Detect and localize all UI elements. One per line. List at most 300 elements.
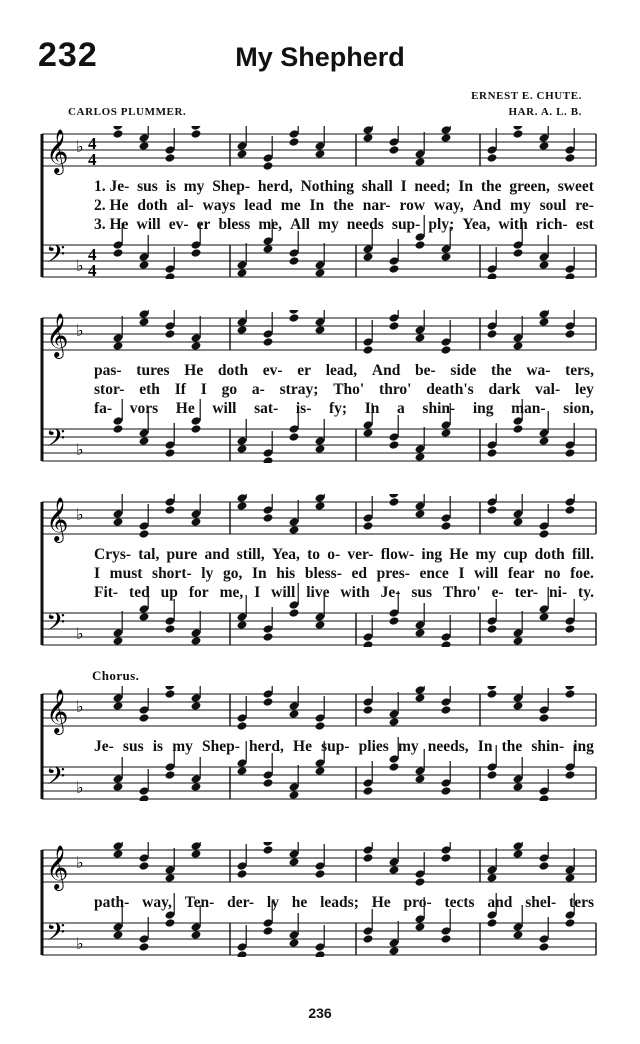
note-head: [113, 517, 124, 527]
lyric-syllable: will: [271, 584, 296, 601]
note-head: [415, 922, 426, 932]
note-head: [263, 337, 274, 347]
note-head: [415, 774, 426, 784]
flat-key-signature-icon: ♭: [76, 505, 84, 524]
note-head: [487, 770, 498, 780]
note-head: [139, 317, 150, 327]
lyric-syllable: ted: [129, 584, 150, 601]
lyric-syllable: He: [175, 400, 195, 417]
bass-clef-icon: 𝄢: [46, 918, 66, 953]
note-head: [513, 248, 524, 258]
lyric-syllable: my: [510, 197, 531, 214]
lyric-syllable: my: [397, 738, 419, 755]
note-head: [539, 713, 550, 723]
lyric-syllable: my: [475, 546, 497, 563]
lyric-syllable: shin-: [531, 738, 565, 755]
hymn-number: 232: [38, 36, 98, 74]
lyric-syllable: ters,: [565, 362, 594, 379]
lyric-syllable: flow-: [380, 546, 415, 563]
lyric-syllable: and: [487, 894, 513, 911]
lyric-syllable: lead,: [325, 362, 358, 379]
note-head: [237, 325, 248, 335]
note-head: [315, 869, 326, 879]
lyric-syllable: sweet: [557, 178, 594, 195]
lyric-syllable: eth: [139, 381, 160, 398]
lyric-syllable: Ten-: [184, 894, 215, 911]
bass-clef-icon: 𝄢: [46, 240, 66, 275]
note-head: [165, 153, 176, 163]
note-head: [441, 252, 452, 262]
system-2: [40, 310, 600, 463]
note-head: [165, 918, 176, 928]
note-head: [191, 248, 202, 258]
treble-clef-icon: 𝄞: [46, 845, 69, 889]
lyric-syllable: I: [200, 381, 207, 398]
note-head: [237, 444, 248, 454]
note-head: [415, 240, 426, 250]
note-head: [139, 942, 150, 952]
note-head: [363, 853, 374, 863]
note-head: [441, 640, 452, 647]
note-head: [113, 129, 124, 139]
lyric-syllable: me,: [219, 584, 244, 601]
note-head: [165, 689, 176, 699]
lyric-syllable: plies: [358, 738, 389, 755]
lyric-line-2: [94, 197, 594, 215]
note-head: [513, 636, 524, 646]
note-head: [113, 424, 124, 434]
note-head: [191, 782, 202, 792]
lyric-syllable: wa-: [526, 362, 551, 379]
note-head: [389, 616, 400, 626]
lyric-syllable: still,: [236, 546, 265, 563]
lyric-syllable: ed: [351, 565, 367, 582]
lyric-syllable: needs,: [427, 738, 469, 755]
lyric-syllable: 1. Je-: [94, 178, 130, 195]
lyric-syllable: my: [183, 178, 205, 195]
note-head: [289, 857, 300, 867]
note-head: [487, 624, 498, 634]
lyric-syllable: Crys-: [94, 546, 132, 563]
note-head: [363, 133, 374, 143]
note-head: [539, 260, 550, 270]
note-head: [565, 448, 576, 458]
lyric-syllable: 3. He: [94, 216, 129, 233]
note-head: [237, 869, 248, 879]
lyric-syllable: stray;: [279, 381, 319, 398]
lyric-syllable: ways: [202, 197, 236, 214]
note-head: [191, 701, 202, 711]
note-head: [363, 521, 374, 531]
lyric-line-3: [94, 216, 594, 234]
note-head: [487, 153, 498, 163]
time-signature-icon: 4: [88, 245, 97, 264]
note-head: [263, 842, 274, 847]
lyric-syllable: ing: [421, 546, 443, 563]
note-head: [415, 628, 426, 638]
lyric-syllable: sus: [122, 738, 144, 755]
note-head: [389, 865, 400, 875]
note-head: [441, 853, 452, 863]
note-head: [363, 345, 374, 355]
lyric-syllable: pro-: [403, 894, 432, 911]
note-head: [139, 141, 150, 151]
note-head: [539, 942, 550, 952]
note-head: [191, 849, 202, 859]
note-head: [263, 244, 274, 254]
lyric-syllable: All: [290, 216, 310, 233]
system-5: [40, 842, 600, 957]
treble-clef-icon: 𝄞: [46, 497, 69, 541]
note-head: [139, 612, 150, 622]
note-head: [539, 141, 550, 151]
lyric-syllable: 2. He: [94, 197, 129, 214]
note-head: [165, 329, 176, 339]
note-head: [539, 529, 550, 539]
note-head: [263, 845, 274, 855]
lyric-syllable: is-: [295, 400, 312, 417]
treble-clef-icon: 𝄞: [46, 129, 69, 173]
lyric-syllable: soul: [539, 197, 567, 214]
lyric-syllable: me: [280, 197, 301, 214]
flat-key-signature-icon: ♭: [76, 137, 84, 156]
note-head: [191, 341, 202, 351]
note-head: [237, 268, 248, 278]
lyric-syllable: tures: [136, 362, 170, 379]
lyric-syllable: In: [364, 400, 380, 417]
lyric-syllable: He: [371, 894, 391, 911]
note-head: [113, 930, 124, 940]
lyric-syllable: And: [371, 362, 401, 379]
arranger-credit: HAR. A. L. B.: [508, 106, 582, 118]
note-head: [363, 786, 374, 796]
note-head: [165, 686, 176, 691]
time-signature-icon: 4: [88, 261, 97, 279]
note-head: [513, 424, 524, 434]
note-head: [389, 497, 400, 507]
lyric-syllable: Fit-: [94, 584, 119, 601]
lyric-syllable: rich-: [535, 216, 568, 233]
flat-key-signature-icon: ♭: [76, 440, 84, 459]
lyric-syllable: path-: [94, 894, 130, 911]
lyric-syllable: ly: [266, 894, 279, 911]
lyric-syllable: to: [307, 546, 320, 563]
note-head: [113, 341, 124, 351]
lyric-syllable: is: [152, 738, 164, 755]
lyric-syllable: he: [291, 894, 308, 911]
note-head: [389, 717, 400, 727]
lyric-syllable: the: [480, 178, 502, 195]
note-head: [289, 709, 300, 719]
lyric-syllable: val-: [535, 381, 561, 398]
lyric-syllable: He: [449, 546, 469, 563]
lyric-syllable: ty.: [578, 584, 594, 601]
note-head: [487, 873, 498, 883]
lyric-syllable: sat-: [254, 400, 279, 417]
note-head: [389, 321, 400, 331]
lyric-syllable: er: [196, 216, 211, 233]
lyric-syllable: In: [251, 565, 267, 582]
lyric-syllable: the: [501, 738, 523, 755]
lyric-syllable: I: [400, 178, 407, 195]
note-head: [565, 272, 576, 279]
lyric-syllable: Thro': [443, 584, 481, 601]
note-head: [315, 268, 326, 278]
note-head: [315, 950, 326, 957]
note-head: [565, 624, 576, 634]
lyric-syllable: If: [174, 381, 186, 398]
note-head: [513, 782, 524, 792]
lyric-line-2: [94, 381, 594, 399]
page-number: 236: [308, 1005, 332, 1021]
lyric-syllable: fy;: [329, 400, 348, 417]
lyric-syllable: ing: [573, 738, 594, 755]
lyric-syllable: ev-: [262, 362, 283, 379]
note-head: [389, 145, 400, 155]
bass-clef-icon: 𝄢: [46, 608, 66, 643]
note-head: [513, 126, 524, 131]
note-head: [487, 329, 498, 339]
note-head: [441, 345, 452, 355]
lyric-syllable: vors: [129, 400, 159, 417]
lyric-syllable: green,: [509, 178, 550, 195]
note-head: [237, 620, 248, 630]
note-head: [441, 428, 452, 438]
note-head: [191, 424, 202, 434]
lyric-syllable: for: [188, 584, 209, 601]
lyric-syllable: doth: [534, 546, 565, 563]
note-head: [487, 686, 498, 691]
note-head: [289, 790, 300, 800]
lyric-syllable: ley: [574, 381, 594, 398]
note-head: [263, 926, 274, 936]
note-head: [165, 448, 176, 458]
lyric-syllable: herd,: [257, 178, 293, 195]
lyric-syllable: sion,: [563, 400, 594, 417]
note-head: [441, 521, 452, 531]
lyric-syllable: my: [172, 738, 193, 755]
lyric-syllable: man-: [511, 400, 546, 417]
lyric-syllable: tal,: [138, 546, 160, 563]
note-head: [191, 636, 202, 646]
lyric-syllable: Shep-: [202, 738, 240, 755]
lyric-syllable: He: [184, 362, 204, 379]
note-head: [487, 272, 498, 279]
note-head: [289, 608, 300, 618]
note-head: [415, 877, 426, 887]
note-head: [289, 137, 300, 147]
note-head: [113, 636, 124, 646]
note-head: [565, 505, 576, 515]
treble-clef-icon: 𝄞: [46, 313, 69, 357]
lyric-syllable: nar-: [362, 197, 391, 214]
lyric-syllable: side: [450, 362, 477, 379]
system-3: [40, 494, 600, 647]
lyric-line-1: [94, 178, 594, 196]
note-head: [363, 428, 374, 438]
note-head: [363, 640, 374, 647]
note-head: [289, 313, 300, 323]
note-head: [513, 341, 524, 351]
lyric-syllable: fear: [507, 565, 535, 582]
lyric-syllable: needs: [346, 216, 384, 233]
note-head: [139, 436, 150, 446]
note-head: [191, 126, 202, 131]
flat-key-signature-icon: ♭: [76, 321, 84, 340]
lyric-syllable: way,: [434, 197, 464, 214]
lyric-syllable: death's: [426, 381, 474, 398]
note-head: [513, 129, 524, 139]
lyric-syllable: up: [160, 584, 178, 601]
note-head: [289, 256, 300, 266]
lyric-syllable: pure: [166, 546, 198, 563]
lyric-syllable: shin-: [422, 400, 456, 417]
note-head: [237, 149, 248, 159]
note-head: [263, 456, 274, 463]
lyric-syllable: lead: [244, 197, 272, 214]
note-head: [389, 946, 400, 956]
lyric-syllable: bless: [218, 216, 251, 233]
lyric-syllable: e-: [491, 584, 504, 601]
lyric-syllable: is: [165, 178, 176, 195]
lyric-syllable: the: [333, 197, 354, 214]
note-head: [539, 612, 550, 622]
lyric-syllable: est: [575, 216, 594, 233]
lyric-syllable: stor-: [94, 381, 125, 398]
note-head: [513, 849, 524, 859]
lyricist-credit: CARLOS PLUMMER.: [68, 106, 187, 118]
lyric-syllable: I: [94, 565, 101, 582]
note-head: [539, 861, 550, 871]
note-head: [539, 317, 550, 327]
lyric-syllable: no: [544, 565, 561, 582]
lyric-syllable: with: [498, 216, 528, 233]
lyric-syllable: thro': [379, 381, 412, 398]
note-head: [139, 861, 150, 871]
note-head: [389, 440, 400, 450]
flat-key-signature-icon: ♭: [76, 256, 84, 275]
note-head: [315, 721, 326, 731]
lyric-syllable: ing: [472, 400, 494, 417]
system-1: [40, 126, 600, 279]
note-head: [415, 333, 426, 343]
note-head: [363, 252, 374, 262]
lyric-syllable: In: [458, 178, 474, 195]
chorus-label: Chorus.: [92, 668, 140, 683]
lyric-syllable: And: [472, 197, 502, 214]
note-head: [441, 786, 452, 796]
lyric-syllable: fill.: [572, 546, 594, 563]
note-head: [565, 686, 576, 691]
note-head: [237, 501, 248, 511]
note-head: [389, 762, 400, 772]
lyric-syllable: der-: [227, 894, 255, 911]
lyric-syllable: will: [474, 565, 499, 582]
lyric-syllable: He: [293, 738, 312, 755]
note-head: [165, 624, 176, 634]
system-4: [40, 686, 600, 801]
lyric-syllable: me,: [258, 216, 283, 233]
treble-clef-icon: 𝄞: [46, 689, 69, 733]
lyric-syllable: In: [309, 197, 325, 214]
lyric-syllable: pres-: [376, 565, 410, 582]
note-head: [289, 310, 300, 315]
note-head: [415, 693, 426, 703]
lyric-syllable: I: [254, 584, 261, 601]
note-head: [263, 632, 274, 642]
flat-key-signature-icon: ♭: [76, 624, 84, 643]
note-head: [263, 778, 274, 788]
lyric-syllable: with: [340, 584, 370, 601]
lyric-syllable: re-: [575, 197, 594, 214]
note-head: [165, 272, 176, 279]
lyric-line-3: [94, 584, 594, 602]
note-head: [415, 452, 426, 462]
note-head: [263, 161, 274, 171]
lyric-syllable: al-: [176, 197, 194, 214]
lyric-syllable: a-: [251, 381, 265, 398]
note-head: [139, 713, 150, 723]
note-head: [513, 517, 524, 527]
lyric-line-2: [94, 565, 594, 583]
time-signature-icon: 4: [88, 150, 97, 169]
composer-credit: ERNEST E. CHUTE.: [471, 90, 582, 102]
note-head: [191, 129, 202, 139]
lyric-line-3: [94, 400, 594, 418]
lyric-syllable: ly: [201, 565, 214, 582]
lyric-syllable: I: [458, 565, 465, 582]
note-head: [539, 794, 550, 801]
note-head: [263, 513, 274, 523]
note-head: [487, 918, 498, 928]
lyric-syllable: row: [399, 197, 426, 214]
lyric-syllable: shel-: [525, 894, 557, 911]
note-head: [139, 794, 150, 801]
lyric-syllable: will: [136, 216, 161, 233]
note-head: [565, 153, 576, 163]
note-head: [289, 525, 300, 535]
note-head: [113, 782, 124, 792]
note-head: [191, 517, 202, 527]
lyric-syllable: sus: [411, 584, 433, 601]
lyric-syllable: Yea,: [462, 216, 491, 233]
lyric-syllable: live: [306, 584, 330, 601]
lyric-syllable: fa-: [94, 400, 113, 417]
note-head: [315, 325, 326, 335]
lyric-syllable: my: [318, 216, 339, 233]
lyric-syllable: ply;: [428, 216, 455, 233]
note-head: [263, 697, 274, 707]
note-head: [415, 157, 426, 167]
lyric-syllable: tects: [444, 894, 475, 911]
note-head: [315, 501, 326, 511]
note-head: [513, 701, 524, 711]
note-head: [441, 934, 452, 944]
lyric-syllable: bless-: [304, 565, 342, 582]
lyric-syllable: sup-: [321, 738, 350, 755]
lyric-syllable: cup: [503, 546, 528, 563]
lyric-syllable: Shep-: [212, 178, 251, 195]
lyric-syllable: his: [276, 565, 296, 582]
lyric-syllable: way,: [142, 894, 172, 911]
note-head: [315, 149, 326, 159]
lyric-syllable: be-: [415, 362, 436, 379]
lyric-line-1: [94, 362, 594, 380]
flat-key-signature-icon: ♭: [76, 697, 84, 716]
lyric-syllable: o-: [327, 546, 341, 563]
note-head: [315, 444, 326, 454]
lyric-syllable: ence: [419, 565, 449, 582]
